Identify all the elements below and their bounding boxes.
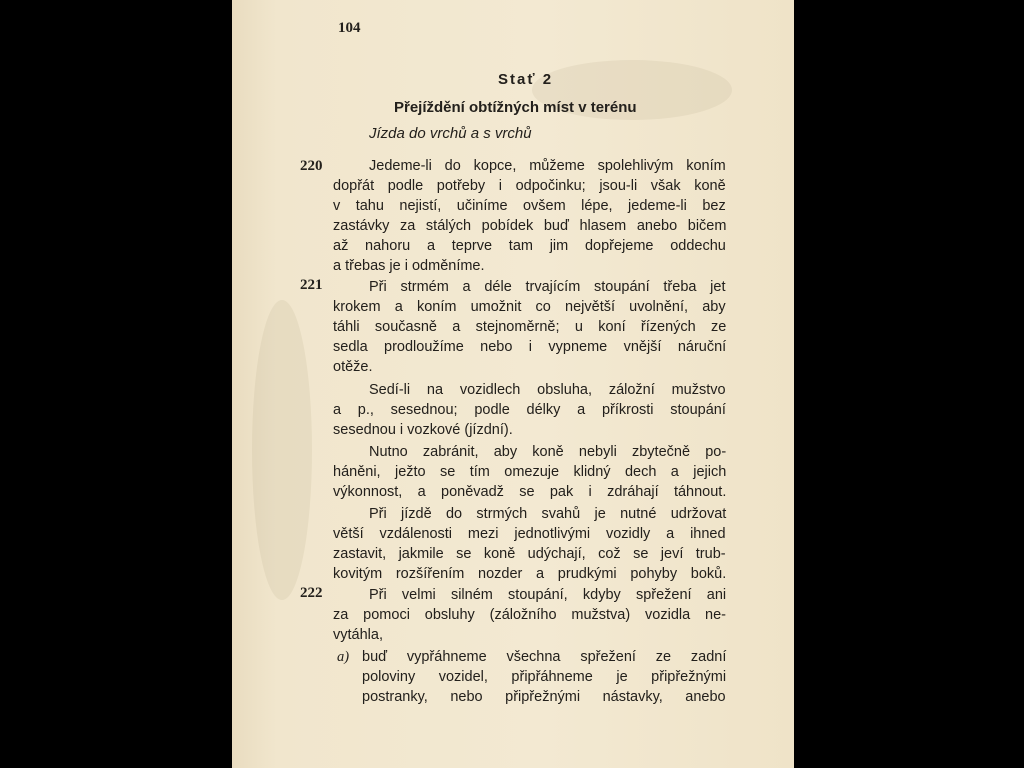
text-line: Při velmi silném stoupání, kdyby spřežení ani [369, 587, 727, 603]
text-line: krokem a koním umožnit co největší uvolnění, aby [333, 299, 726, 315]
section-title: Stať 2 [498, 71, 554, 88]
text-line: háněni, ježto se tím omezuje klidný dech a jejich [333, 464, 727, 480]
text-line: buď vypřáhneme všechna spřežení ze zadní [362, 649, 727, 665]
text-line: v tahu nejistí, učiníme ovšem lépe, jedeme-li bez [333, 198, 726, 214]
text-line: Při strmém a déle trvajícím stoupání třeba jet [369, 279, 726, 295]
text-line: Při jízdě do strmých svahů je nutné udržovat [369, 506, 727, 522]
text-line: Nutno zabránit, aby koně nebyli zbytečně po- [369, 444, 727, 460]
section-subheading: Jízda do vrchů a s vrchů [369, 125, 532, 142]
book-page [232, 0, 794, 768]
margin-number: 222 [300, 585, 323, 601]
text-line: sesednou i vozkové (jízdní). [333, 422, 513, 438]
page-number: 104 [338, 20, 361, 36]
text-line: kovitým rozšířením nozder a prudkými pohyby boků. [333, 566, 727, 582]
text-line: sedla prodloužíme nebo i vypneme vnější náruční [333, 339, 727, 355]
text-line: a třebas je i odměníme. [333, 258, 485, 274]
text-line: Jedeme-li do kopce, můžeme spolehlivým koním [369, 158, 726, 174]
text-line: otěže. [333, 359, 373, 375]
text-line: větší vzdálenosti mezi jednotlivými vozidly a ihned [333, 526, 726, 542]
margin-number: 221 [300, 277, 323, 293]
text-line: výkonnost, a poněvadž se pak i zdráhají táhnout. [333, 484, 727, 500]
text-line: zastávky za stálých pobídek buď hlasem anebo bičem [333, 218, 727, 234]
text-line: až nahoru a teprve tam jim dopřejeme oddechu [333, 238, 726, 254]
text-line: za pomoci obsluhy (záložního mužstva) vozidla ne- [333, 607, 727, 623]
text-line: vytáhla, [333, 627, 383, 643]
text-line: poloviny vozidel, připřáhneme je připřežnými [362, 669, 727, 685]
page-stain [252, 300, 312, 600]
text-line: dopřát podle potřeby i odpočinku; jsou-li však koně [333, 178, 726, 194]
section-heading: Přejíždění obtížných míst v terénu [394, 99, 637, 116]
enum-label: a) [337, 649, 350, 665]
text-line: táhli současně a stejnoměrně; u koní řízených ze [333, 319, 727, 335]
margin-number: 220 [300, 158, 323, 174]
text-line: zastavit, jakmile se koně udýchají, což se jeví trub- [333, 546, 726, 562]
text-line: Sedí-li na vozidlech obsluha, záložní mužstvo [369, 382, 726, 398]
text-line: a p., sesednou; podle délky a příkrosti stoupání [333, 402, 726, 418]
text-line: postranky, nebo připřežnými nástavky, anebo [362, 689, 726, 705]
